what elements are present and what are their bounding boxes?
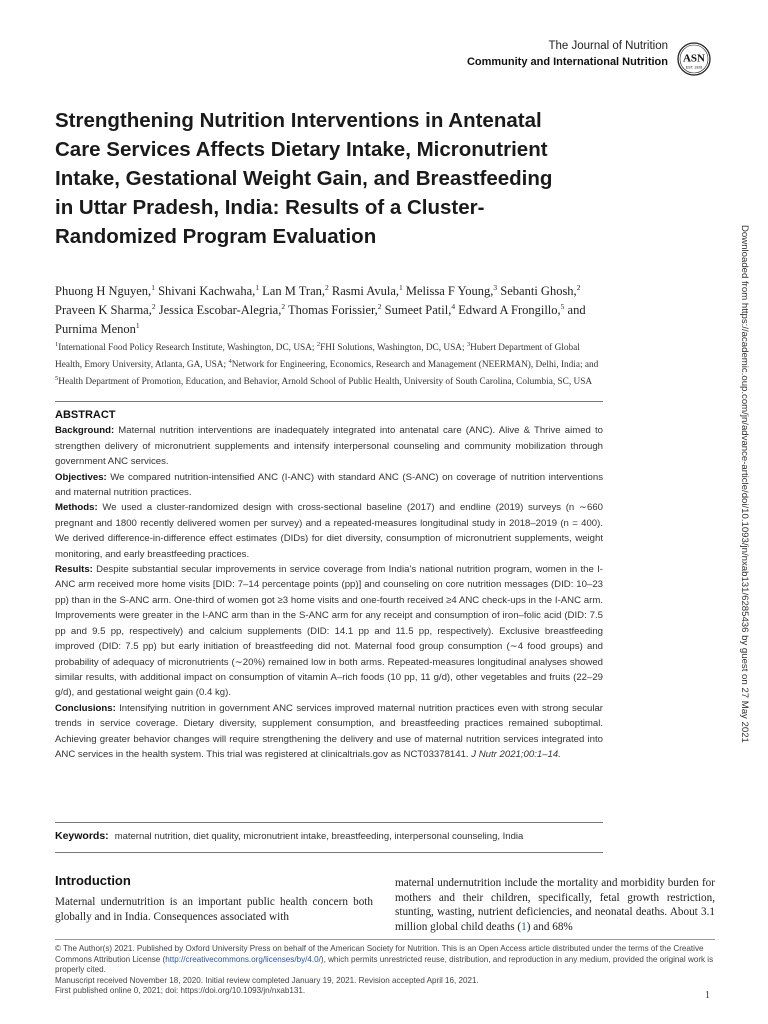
author[interactable]: Praveen K Sharma,$^2$ (55, 302, 156, 318)
footer (55, 944, 715, 997)
journal-header (467, 40, 668, 68)
download-banner-text: Downloaded from https://academic.oup.com/jn/advance-article/doi/10.1093/jn/nxab131/6285436 by guest on 27 May 2021 (739, 225, 750, 743)
body-column-left: Maternal undernutrition is an important public health concern both globally and in India. Consequences associated with (55, 896, 373, 923)
author[interactable]: and Purnima Menon$^1$ (55, 303, 586, 337)
abstract-objectives: Objectives: We compared nutrition-intensified ANC (I-ANC) with standard ANC (S-ANC) on coverage of nutrition interventions and maternal nutrition practices. (55, 471, 603, 499)
keywords (55, 830, 603, 842)
asn-logo-text: ASN (682, 52, 706, 65)
author[interactable]: Jessica Escobar-Alegria,$^2$ (158, 302, 286, 318)
abstract-heading: ABSTRACT (55, 409, 116, 421)
author[interactable]: Sumeet Patil,$^4$ (384, 302, 456, 318)
keywords-divider (55, 852, 603, 853)
author[interactable]: Edward A Frongillo,$^5$ (458, 302, 565, 318)
author[interactable]: Thomas Forissier,$^2$ (288, 302, 382, 318)
page-number: 1 (705, 990, 710, 1001)
abstract-bottom-divider (55, 822, 603, 823)
keywords-label: Keywords: (55, 830, 109, 842)
abstract-citation: J Nutr 2021;00:1–14. (471, 748, 561, 760)
author[interactable]: Lan M Tran,$^2$ (262, 283, 329, 299)
article-title: Strengthening Nutrition Interventions in Antenatal Care Services Affects Dietary Intake, Micronutrient Intake, Gestational Weight Gain, and Breastfeeding in Uttar Pradesh, India: Results of a Cluster-Randomized Program Evaluation (55, 109, 553, 248)
author-list (55, 280, 600, 337)
abstract (55, 408, 603, 762)
reference-link[interactable]: 1 (521, 920, 527, 933)
license-notice: © The Author(s) 2021. Published by Oxford University Press on behalf of the American Society for Nutrition. This is an Open Access article distributed under the terms of the Creative Commons Attribution License (http://creativecommons.org/licenses/by/4.0/), which permits unrestricted reuse, distribution, and reproduction in any medium, provided the original work is properly cited. (55, 944, 714, 974)
author[interactable]: Phuong H Nguyen,$^1$ (55, 283, 155, 299)
abstract-methods: Methods: We used a cluster-randomized design with cross-sectional baseline (2017) and endline (2019) surveys (n ∼660 pregnant and 1800 recently delivered women per survey) and a repeated-measures longitudinal study in 2018–2019 (n = 400). We derived difference-in-difference effect estimates (DIDs) for diet diversity, consumption of micronutrient supplements, weight monitoring, and early breastfeeding practices. (55, 502, 604, 560)
footer-divider (55, 939, 715, 940)
affiliation: International Food Policy Research Institute, Washington, DC, USA; (58, 343, 315, 354)
body-column-right: maternal undernutrition include the mortality and morbidity burden for mothers and their children, specifically, fetal growth restriction, stunting, wasting, nutrient deficiencies, and neonatal deaths. About 3.1 million global child deaths (1) and 68% (395, 877, 715, 933)
journal-section: Community and International Nutrition (466, 56, 668, 68)
affiliation: FHI Solutions, Washington, DC, USA; (320, 343, 465, 354)
publication-info: First published online 0, 2021; doi: https://doi.org/10.1093/jn/nxab131. (55, 986, 306, 995)
affiliations: $^1$International Food Policy Research Institute, Washington, DC, USA; $^2$FHI Solutions, Washington, DC, USA; $^3$Hubert Department of Global Health, Emory University, Atlanta, GA, USA; $^4$Network for Engineering, Economics, Research and Management (NEERMAN), Delhi, India; and $^5$Health Department of Promotion, Education, and Behavior, Arnold School of Public Health, University of South Carolina, Columbia, SC, USA (55, 341, 599, 388)
abstract-background: Background: Maternal nutrition interventions are inadequately integrated into antenatal care (ANC). Alive & Thrive aimed to strengthen delivery of micronutrient supplements and intensify interpersonal counseling and community mobilization through government ANC services. (55, 425, 603, 468)
asn-logo-subtext: EST. 1928 (685, 65, 703, 70)
journal-name: The Journal of Nutrition (548, 40, 668, 52)
keywords-text: maternal nutrition, diet quality, micronutrient intake, breastfeeding, interpersonal counseling, India (114, 831, 524, 842)
asn-logo (677, 42, 711, 76)
author[interactable]: Sebanti Ghosh,$^2$ (500, 283, 581, 299)
manuscript-dates: Manuscript received November 18, 2020. Initial review completed January 19, 2021. Revision accepted April 16, 2021. (55, 975, 479, 985)
abstract-top-divider (55, 401, 603, 402)
abstract-results: Results: Despite substantial secular improvements in service coverage from India’s national nutrition program, women in the I-ANC arm received more home visits [DID: 7–14 percentage points (pp)] and counseling on core nutrition messages (DID: 10–23 pp) than in the S-ANC arm. One-third of women got ≥3 home visits and one-fourth received ≥4 ANC check-ups in the I-ANC arm. Improvements were greater in the I-ANC arm than in the S-ANC arm for any receipt and consumption of iron–folic acid (DID: 7.5 pp and 9.5 pp, respectively) and calcium supplements (DID: 14.1 pp and 11.5 pp, respectively). Exclusive breastfeeding improved (DID: 7.5 pp) but early initiation of breastfeeding did not. Maternal food group consumption (∼4 food groups) and probability of adequacy of micronutrients (∼20%) remained low in both arms. Repeated-measures longitudinal analyses showed similar results, with additional impact on consumption of vitamin A–rich foods (10 pp, 11 g/d), other vegetables and fruits (22–29 g/d), and gestational weight gain (0.4 kg). (55, 564, 603, 699)
download-banner (736, 225, 756, 795)
author[interactable]: Shivani Kachwaha,$^1$ (158, 283, 260, 299)
license-link[interactable]: http://creativecommons.org/licenses/by/4.0/ (165, 954, 321, 964)
introduction-heading: Introduction (55, 873, 131, 888)
affiliation: Health Department of Promotion, Education, and Behavior, Arnold School of Public Health, University of South Carolina, Columbia, SC, USA (58, 377, 593, 388)
affiliation: Hubert Department of Global Health, Emory University, Atlanta, GA, USA; (55, 343, 580, 371)
abstract-conclusions: Conclusions: Intensifying nutrition in government ANC services improved maternal nutrition practices even with strong secular trends in service coverage. Dietary diversity, supplement consumption, and breastfeeding practices remained suboptimal. Achieving greater behavior changes will require strengthening the delivery and use of maternal nutrition services integrated into ANC services in the health system. This trial was registered at clinicaltrials.gov as NCT03378141. J Nutr 2021;00:1–14. (55, 702, 603, 760)
affiliation: Network for Engineering, Economics, Research and Management (NEERMAN), Delhi, India; and (231, 360, 599, 371)
author[interactable]: Melissa F Young,$^3$ (405, 283, 498, 299)
author[interactable]: Rasmi Avula,$^1$ (331, 283, 403, 299)
